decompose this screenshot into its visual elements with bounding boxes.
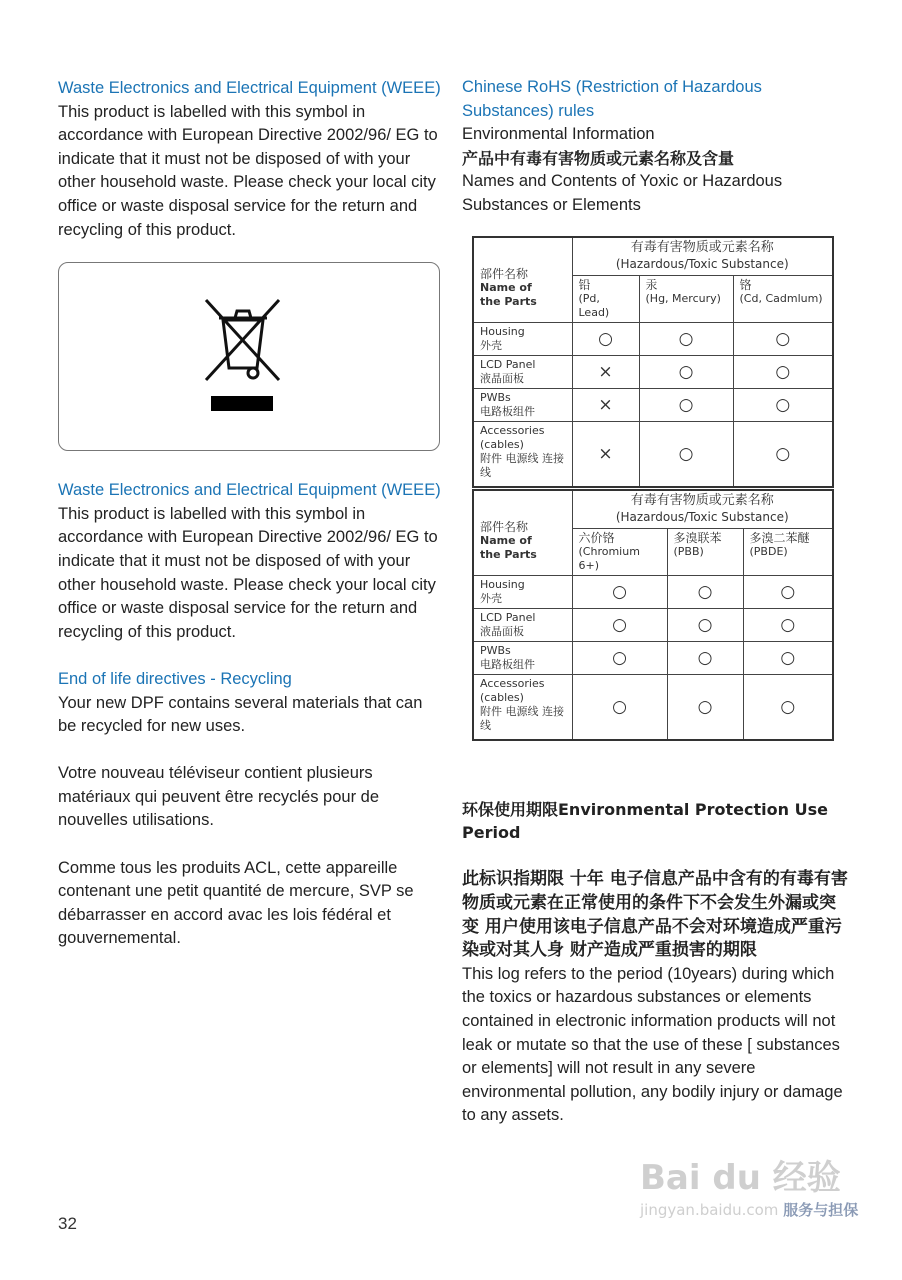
- table-row: [473, 641, 833, 674]
- substance-mark: ○: [572, 575, 667, 608]
- substance-mark: ○: [743, 674, 833, 740]
- env-info: Environmental Information: [462, 125, 655, 144]
- eol-body-fr-2: Comme tous les produits ACL, cette appareille contenant une petit quantité de mercure, SVP se débarrasser en accord avac les lois fédéral et gouvernemental.: [58, 858, 414, 948]
- cn-period: 此标识指期限 十年 电子信息产品中含有的有毒有害物质或元素在正常使用的条件下不会发生外漏或突变 用户使用该电子信息产品不会对环境造成严重污染或对其人身 财产造成严重损害的期限: [462, 869, 848, 961]
- left-column: [58, 77, 443, 951]
- table-row: [473, 388, 833, 421]
- substance-mark: ○: [639, 322, 733, 355]
- substance-mark: ○: [743, 641, 833, 674]
- substance-mark: ○: [667, 608, 743, 641]
- substance-column-header: 铬 (Cd, Cadmlum): [733, 275, 833, 322]
- watermark-logo: Bai du 经验 jingyan.baidu.com 服务与担保: [640, 1158, 859, 1219]
- substance-mark: ×: [572, 421, 639, 487]
- table-row: [473, 575, 833, 608]
- eol-body-fr: Votre nouveau téléviseur contient plusieurs matériaux qui peuvent être recyclés pour de nouvelles utilisations.: [58, 764, 380, 830]
- table-row: [473, 421, 833, 487]
- period-body: This log refers to the period (10years) during which the toxics or hazardous substances or elements contained in electronic information products will not leak or mutate so that the use of these [ substances or elements] will not result in any severe environmental pollution, any bodily injury or damage to any assets.: [462, 964, 843, 1125]
- substance-mark: ○: [667, 641, 743, 674]
- part-name: PWBs 电路板组件: [473, 388, 572, 421]
- substance-mark: ○: [639, 388, 733, 421]
- rohs-title: Chinese RoHS (Restriction of Hazardous Substances) rules: [462, 78, 762, 120]
- substance-column-header: 汞 (Hg, Mercury): [639, 275, 733, 322]
- names-contents: Names and Contents of Yoxic or Hazardous Substances or Elements: [462, 172, 783, 214]
- substance-mark: ○: [733, 322, 833, 355]
- crossed-bin-icon: [201, 298, 301, 418]
- substance-column-header: 多溴联苯 (PBB): [667, 528, 743, 575]
- substance-header: 有毒有害物质或元素名称 (Hazardous/Toxic Substance): [572, 237, 833, 275]
- table-row: [473, 674, 833, 740]
- substance-mark: ○: [667, 674, 743, 740]
- substance-mark: ○: [733, 388, 833, 421]
- parts-header: 部件名称 Name of the Parts: [473, 237, 572, 322]
- substance-mark: ○: [572, 322, 639, 355]
- substance-column-header: 六价铬 (Chromium 6+): [572, 528, 667, 575]
- table-row: [473, 355, 833, 388]
- weee-symbol-box: [58, 262, 440, 451]
- substance-mark: ×: [572, 388, 639, 421]
- part-name: Accessories (cables) 附件 电源线 连接线: [473, 421, 572, 487]
- weee-body-2: This product is labelled with this symbol in accordance with European Directive 2002/96/ EG to indicate that it must not be disposed of with your other household waste. Please check your local city office or waste disposal service for the return and recycling of this product.: [58, 504, 438, 641]
- cn-heading: 产品中有毒有害物质或元素名称及含量: [462, 148, 735, 168]
- part-name: Accessories (cables) 附件 电源线 连接线: [473, 674, 572, 740]
- substance-mark: ○: [733, 355, 833, 388]
- eol-body-en: Your new DPF contains several materials that can be recycled for new uses.: [58, 693, 423, 736]
- substance-mark: ○: [667, 575, 743, 608]
- substance-mark: ×: [572, 355, 639, 388]
- substance-mark: ○: [639, 355, 733, 388]
- rohs-table: [472, 489, 834, 741]
- part-name: PWBs 电路板组件: [473, 641, 572, 674]
- substance-mark: ○: [743, 608, 833, 641]
- part-name: LCD Panel 液晶面板: [473, 608, 572, 641]
- weee-title: Waste Electronics and Electrical Equipment (WEEE): [58, 79, 441, 97]
- substance-column-header: 多溴二苯醚 (PBDE): [743, 528, 833, 575]
- eol-title: End of life directives - Recycling: [58, 669, 292, 688]
- part-name: Housing 外壳: [473, 575, 572, 608]
- weee-body: This product is labelled with this symbol in accordance with European Directive 2002/96/ EG to indicate that it must not be disposed of with your other household waste. Please check your local city office or waste disposal service for the return and recycling of this product.: [58, 102, 438, 239]
- table-row: [473, 322, 833, 355]
- substance-mark: ○: [572, 674, 667, 740]
- weee-title-2: Waste Electronics and Electrical Equipment (WEEE): [58, 481, 441, 500]
- rohs-table: [472, 236, 834, 488]
- table-row: [473, 608, 833, 641]
- period-title: 环保使用期限Environmental Protection Use Period: [462, 799, 828, 843]
- part-name: Housing 外壳: [473, 322, 572, 355]
- part-name: LCD Panel 液晶面板: [473, 355, 572, 388]
- page-number: 32: [58, 1214, 77, 1233]
- substance-mark: ○: [639, 421, 733, 487]
- substance-column-header: 铅 (Pd, Lead): [572, 275, 639, 322]
- substance-mark: ○: [743, 575, 833, 608]
- substance-mark: ○: [733, 421, 833, 487]
- substance-header: 有毒有害物质或元素名称 (Hazardous/Toxic Substance): [572, 490, 833, 528]
- substance-mark: ○: [572, 608, 667, 641]
- parts-header: 部件名称 Name of the Parts: [473, 490, 572, 575]
- substance-mark: ○: [572, 641, 667, 674]
